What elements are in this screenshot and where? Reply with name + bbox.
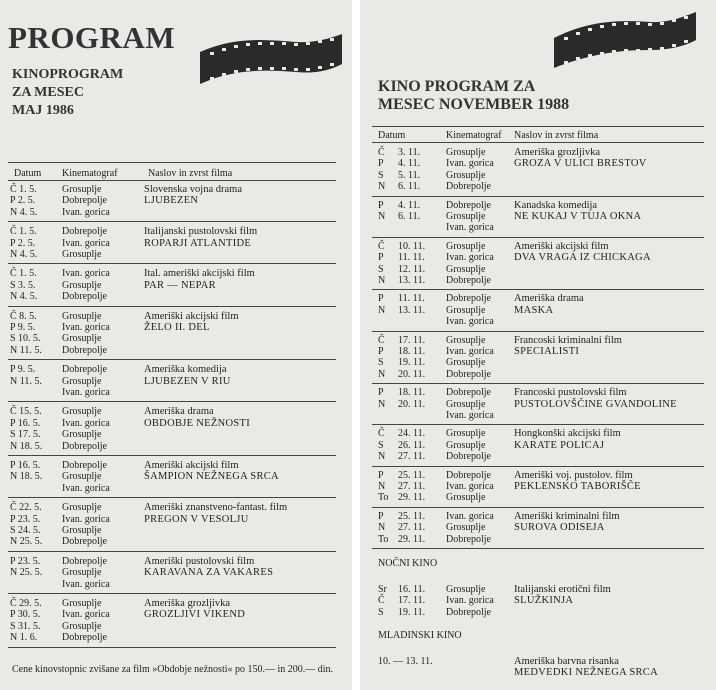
date: 19. 11. [398, 357, 426, 369]
date: 5. 11. [398, 169, 421, 181]
date: 4. 11. [398, 199, 421, 211]
cinema: Ivan. gorica [446, 510, 494, 522]
cinema: Grosuplje [446, 240, 486, 252]
subtitle-line: MAJ 1986 [12, 103, 74, 118]
genre: Ameriški kriminalni film [514, 510, 620, 522]
day: N [378, 211, 386, 222]
date: 6. 11. [398, 181, 421, 193]
cinema: Dobrepolje [62, 632, 107, 644]
day: P [378, 387, 384, 399]
cinema: Grosuplje [446, 428, 486, 440]
cinema: Grosuplje [446, 147, 486, 158]
film-title: LJUBEZEN [144, 195, 199, 207]
genre: Francoski kriminalni film [514, 334, 622, 346]
entry-separator [8, 593, 336, 594]
day: To [378, 492, 389, 504]
cinema: Ivan. gorica [62, 322, 110, 333]
day: S [378, 357, 384, 369]
header-top-rule [372, 126, 704, 127]
film-title: SUROVA ODISEJA [514, 522, 605, 534]
youth-cinema-heading: MLADINSKI KINO [378, 630, 462, 641]
date: Č 1. 5. [10, 184, 37, 195]
cinema: Grosuplje [446, 522, 486, 534]
film-title: PUSTOLOVŠČINE GVANDOLINE [514, 398, 677, 410]
day: N [378, 304, 386, 316]
date: 20. 11. [398, 398, 426, 410]
date: 6. 11. [398, 211, 421, 222]
genre: Ameriška komedija [144, 364, 227, 376]
cinema: Ivan. gorica [446, 595, 494, 607]
film-title: MEDVEDKI NEŽNEGA SRCA [514, 667, 658, 679]
date: 11. 11. [398, 293, 425, 305]
date: Č 1. 5. [10, 268, 37, 280]
film-title: DVA VRAGA IZ CHICKAGA [514, 252, 651, 264]
cinema: Grosuplje [62, 310, 102, 322]
column-header-cinema: Kinematograf [62, 168, 118, 179]
left-program-page [0, 0, 352, 690]
cinema: Grosuplje [446, 211, 486, 222]
cinema: Dobrepolje [446, 469, 491, 481]
day: P [378, 510, 384, 522]
day: P [378, 252, 384, 264]
header-bottom-rule [372, 142, 704, 143]
date: Č 22. 5. [10, 502, 42, 514]
date: 20. 11. [398, 368, 426, 380]
genre: Ameriška drama [144, 406, 214, 418]
genre: Italijanski pustolovski film [144, 226, 258, 238]
cinema: Ivan. gorica [446, 222, 494, 234]
entry-separator [372, 424, 704, 425]
cinema: Ivan. gorica [62, 482, 110, 494]
cinema: Dobrepolje [62, 555, 107, 567]
cinema: Ivan. gorica [62, 237, 110, 249]
date: 18. 11. [398, 387, 426, 399]
cinema: Ivan. gorica [446, 346, 494, 357]
title-line: MESEC NOVEMBER 1988 [378, 96, 570, 113]
cinema: Grosuplje [62, 184, 102, 195]
film-strip-right-illustration [550, 10, 700, 72]
cinema: Dobrepolje [446, 368, 491, 380]
cinema: Grosuplje [62, 525, 102, 536]
subtitle-line: ZA MESEC [12, 85, 84, 100]
date: 17. 11. [398, 334, 426, 346]
film-title: LJUBEZEN V RIU [144, 375, 231, 387]
date: 3. 11. [398, 147, 421, 158]
cinema: Ivan. gorica [62, 609, 110, 621]
cinema: Dobrepolje [446, 293, 491, 305]
date: P 23. 5. [10, 555, 41, 567]
genre: Ameriška drama [514, 293, 584, 305]
date: P 16. 5. [10, 460, 41, 471]
cinema: Grosuplje [446, 398, 486, 410]
date: S 3. 5. [10, 279, 36, 291]
date: P 23. 5. [10, 513, 41, 525]
cinema: Dobrepolje [446, 451, 491, 463]
cinema: Grosuplje [62, 375, 102, 387]
cinema: Dobrepolje [62, 440, 107, 452]
entry-separator [372, 289, 704, 290]
genre: Ameriški znanstveno-fantast. film [144, 502, 288, 514]
date: 25. 11. [398, 510, 426, 522]
cinema: Grosuplje [62, 249, 102, 260]
day: P [378, 199, 384, 211]
day: N [378, 451, 386, 463]
date: Č 8. 5. [10, 310, 37, 322]
genre: Ameriški akcijski film [144, 460, 239, 471]
cinema: Ivan. gorica [62, 513, 110, 525]
cinema: Dobrepolje [62, 344, 107, 356]
film-title: GROZLJIVI VIKEND [144, 609, 246, 621]
price-note: Cene kinovstopnic zvišane za film »Obdobje nežnosti« po 150.— in 200.— din. [12, 664, 334, 675]
date: S 17. 5. [10, 429, 41, 441]
right-program-page [360, 0, 716, 690]
date: 29. 11. [398, 533, 426, 545]
entry-separator [8, 647, 336, 648]
film-title: ŽELO II. DEL [144, 322, 210, 333]
date: 13. 11. [398, 304, 426, 316]
cinema: Grosuplje [62, 502, 102, 514]
cinema: Ivan. gorica [446, 158, 494, 170]
cinema: Grosuplje [62, 406, 102, 418]
cinema: Grosuplje [446, 439, 486, 451]
cinema: Dobrepolje [62, 364, 107, 376]
date: 19. 11. [398, 606, 426, 618]
day: Č [378, 428, 385, 440]
film-title: OBDOBJE NEŽNOSTI [144, 417, 251, 429]
date: P 9. 5. [10, 364, 36, 376]
genre: Kanadska komedija [514, 199, 598, 211]
cinema: Grosuplje [62, 279, 102, 291]
film-title: PAR — NEPAR [144, 279, 216, 291]
date: 27. 11. [398, 451, 426, 463]
day: S [378, 169, 384, 181]
entry-separator [8, 455, 336, 456]
cinema: Grosuplje [62, 429, 102, 441]
date: 18. 11. [398, 346, 426, 357]
entry-separator [372, 466, 704, 467]
film-title: NE KUKAJ V TUJA OKNA [514, 211, 642, 222]
day: N [378, 181, 386, 193]
program-title: PROGRAM [8, 20, 176, 55]
column-header-title: Naslov in zvrst filma [514, 130, 599, 141]
date: Č 15. 5. [10, 406, 42, 418]
cinema: Ivan. gorica [446, 410, 494, 421]
day: Č [378, 240, 385, 252]
film-title: SPECIALISTI [514, 346, 580, 357]
entry-separator [8, 551, 336, 552]
date: S 10. 5. [10, 333, 41, 345]
entry-separator [372, 383, 704, 384]
entry-separator [8, 306, 336, 307]
date: 4. 11. [398, 158, 421, 170]
entry-separator [372, 331, 704, 332]
date: 11. 11. [398, 252, 425, 264]
day: P [378, 293, 384, 305]
genre: Hongkonški akcijski film [514, 428, 621, 440]
cinema: Grosuplje [446, 304, 486, 316]
date-range: 10. — 13. 11. [378, 656, 433, 667]
genre: Francoski pustolovski film [514, 387, 627, 399]
date: 13. 11. [398, 275, 426, 286]
cinema: Grosuplje [446, 357, 486, 369]
column-header-date: Datum [14, 168, 42, 179]
cinema: Ivan. gorica [62, 578, 110, 590]
film-title: KARAVANA ZA VAKARES [144, 567, 274, 579]
date: N 4. 5. [10, 291, 38, 303]
date: 29. 11. [398, 492, 426, 504]
day: N [378, 481, 386, 492]
date: 27. 11. [398, 481, 426, 492]
cinema: Grosuplje [62, 620, 102, 632]
cinema: Ivan. gorica [62, 417, 110, 429]
date: N 18. 5. [10, 440, 43, 452]
day: N [378, 275, 386, 286]
date: N 25. 5. [10, 536, 43, 548]
cinema: Dobrepolje [62, 195, 107, 207]
header-bottom-rule [8, 180, 336, 181]
date: N 4. 5. [10, 249, 38, 260]
genre: Ital. ameriški akcijski film [144, 268, 255, 280]
title-line: KINO PROGRAM ZA [378, 78, 536, 95]
film-strip-left-illustration [196, 30, 346, 92]
genre: Ameriška grozljivka [514, 147, 601, 158]
date: P 16. 5. [10, 417, 41, 429]
month-subtitle [12, 66, 123, 120]
date: S 31. 5. [10, 620, 41, 632]
cinema: Dobrepolje [446, 387, 491, 399]
date: Č 29. 5. [10, 598, 42, 609]
date: 17. 11. [398, 595, 426, 607]
subtitle-line: KINOPROGRAM [12, 67, 124, 82]
date: N 4. 5. [10, 206, 38, 218]
entry-separator [8, 359, 336, 360]
date: N 11. 5. [10, 375, 42, 387]
cinema: Dobrepolje [446, 606, 491, 618]
day: S [378, 263, 384, 275]
header-top-rule [8, 162, 336, 163]
film-title: ROPARJI ATLANTIDE [144, 237, 252, 249]
film-title: SLUŽKINJA [514, 595, 574, 607]
film-title: PEKLENSKO TABORIŠČE [514, 481, 641, 492]
cinema: Grosuplje [62, 333, 102, 345]
cinema: Ivan. gorica [446, 481, 494, 492]
date: N 18. 5. [10, 471, 43, 483]
day: N [378, 522, 386, 534]
cinema: Ivan. gorica [446, 316, 494, 328]
genre: Ameriški akcijski film [144, 310, 239, 322]
cinema: Dobrepolje [446, 181, 491, 193]
day: Č [378, 147, 385, 158]
cinema: Dobrepolje [446, 275, 491, 286]
genre: Slovenska vojna drama [144, 184, 242, 195]
cinema: Dobrepolje [446, 199, 491, 211]
cinema: Grosuplje [62, 598, 102, 609]
date: Č 1. 5. [10, 226, 37, 238]
date: 12. 11. [398, 263, 426, 275]
entry-separator [372, 196, 704, 197]
column-header-date: Datum [378, 130, 406, 141]
entry-separator [372, 507, 704, 508]
date: 24. 11. [398, 428, 426, 440]
date: N 11. 5. [10, 344, 42, 356]
cinema: Dobrepolje [62, 460, 107, 471]
genre: Ameriški pustolovski film [144, 555, 255, 567]
cinema: Ivan. gorica [446, 252, 494, 264]
date: P 9. 5. [10, 322, 36, 333]
day: Sr [378, 584, 387, 595]
cinema: Dobrepolje [62, 226, 107, 238]
date: 16. 11. [398, 584, 426, 595]
column-header-title: Naslov in zvrst filma [148, 168, 233, 179]
date: P 30. 5. [10, 609, 41, 621]
date: 26. 11. [398, 439, 426, 451]
entry-separator [8, 497, 336, 498]
cinema: Grosuplje [446, 263, 486, 275]
film-title: PREGON V VESOLJU [144, 513, 249, 525]
day: Č [378, 334, 385, 346]
cinema: Dobrepolje [62, 291, 107, 303]
day: S [378, 439, 384, 451]
genre: Ameriška grozljivka [144, 598, 231, 609]
date: P 2. 5. [10, 195, 36, 207]
film-title: ŠAMPION NEŽNEGA SRCA [144, 471, 279, 483]
date: 10. 11. [398, 240, 426, 252]
genre: Ameriški akcijski film [514, 240, 609, 252]
genre: Ameriška barvna risanka [514, 656, 619, 667]
day: N [378, 398, 386, 410]
day: P [378, 158, 384, 170]
cinema: Grosuplje [62, 471, 102, 483]
genre: Ameriški voj. pustolov. film [514, 469, 633, 481]
cinema: Grosuplje [446, 169, 486, 181]
cinema: Dobrepolje [446, 533, 491, 545]
night-cinema-heading: NOČNI KINO [378, 558, 438, 569]
day: To [378, 533, 389, 545]
date: P 2. 5. [10, 237, 36, 249]
cinema: Ivan. gorica [62, 387, 110, 398]
day: S [378, 606, 384, 618]
cinema: Dobrepolje [62, 536, 107, 548]
entry-separator [372, 237, 704, 238]
entry-separator [8, 221, 336, 222]
column-header-cinema: Kinematograf [446, 130, 502, 141]
entry-separator [8, 401, 336, 402]
day: Č [378, 595, 385, 607]
film-title: KARATE POLICAJ [514, 439, 605, 451]
right-page-title [378, 78, 569, 114]
film-title: MASKA [514, 304, 554, 316]
film-title: GROZA V ULICI BRESTOV [514, 158, 647, 170]
day: P [378, 346, 384, 357]
date: 25. 11. [398, 469, 426, 481]
cinema: Ivan. gorica [62, 268, 110, 280]
date: 27. 11. [398, 522, 426, 534]
date: N 25. 5. [10, 567, 43, 579]
genre: Italijanski erotični film [514, 584, 611, 595]
cinema: Grosuplje [446, 492, 486, 504]
cinema: Grosuplje [446, 584, 486, 595]
cinema: Grosuplje [62, 567, 102, 579]
entry-separator [8, 263, 336, 264]
cinema: Ivan. gorica [62, 206, 110, 218]
day: P [378, 469, 384, 481]
day: N [378, 368, 386, 380]
date: S 24. 5. [10, 525, 41, 536]
cinema: Grosuplje [446, 334, 486, 346]
date: N 1. 6. [10, 632, 38, 644]
entry-separator [372, 548, 704, 549]
